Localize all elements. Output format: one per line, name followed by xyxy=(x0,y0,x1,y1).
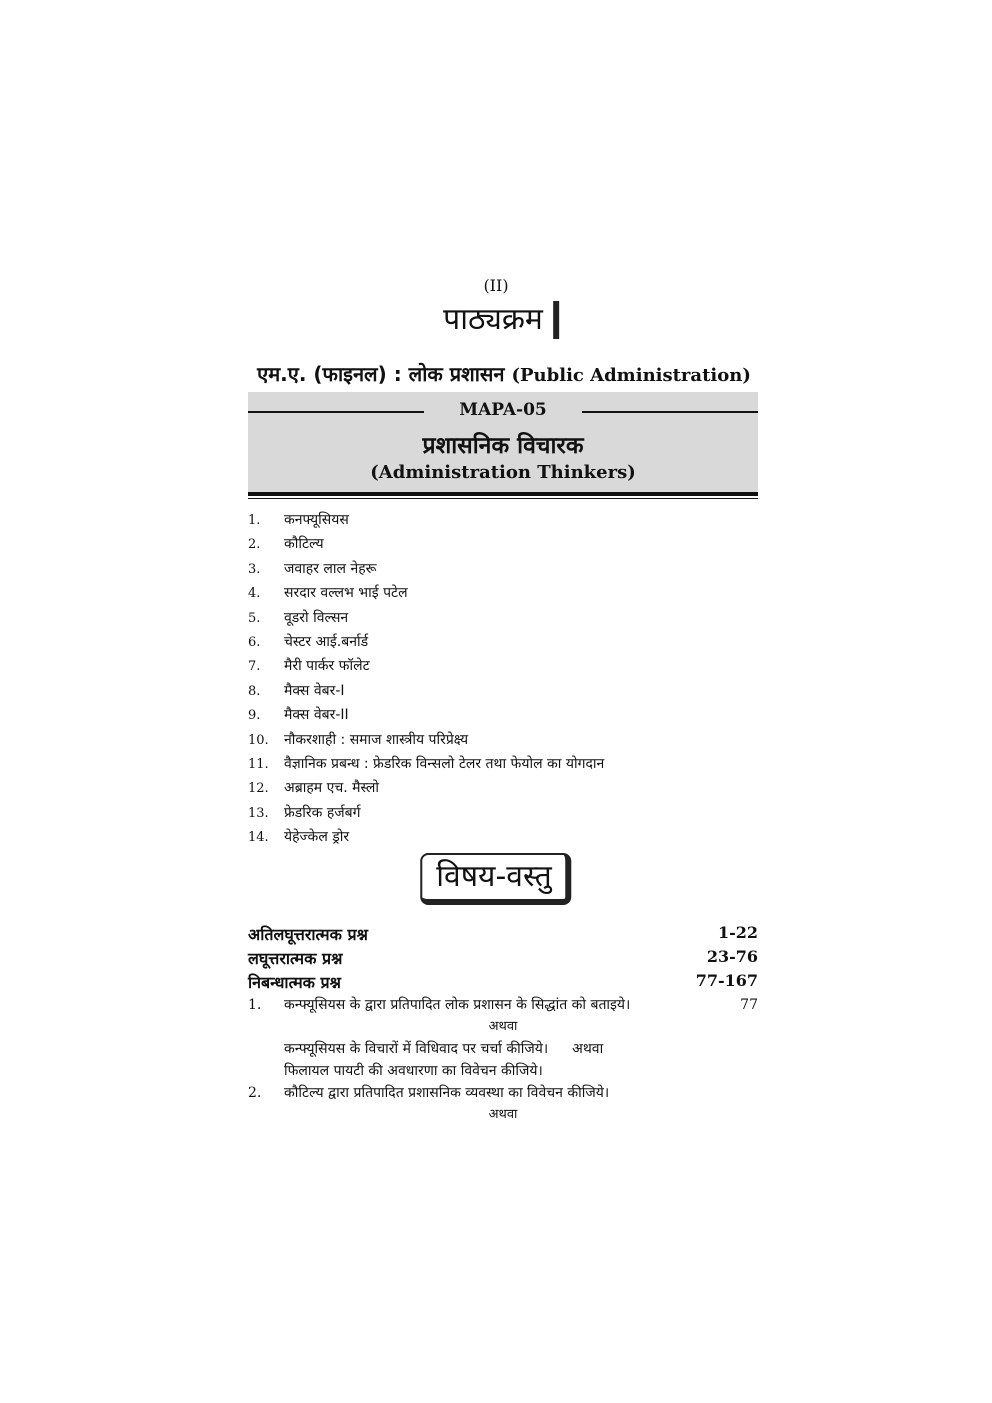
list-item-text: चेस्टर आई.बर्नार्ड xyxy=(284,633,369,650)
list-item-text: जवाहर लाल नेहरू xyxy=(284,560,377,577)
list-item xyxy=(248,755,758,779)
list-item xyxy=(248,560,758,584)
section-pages: 23-76 xyxy=(706,947,758,966)
section-label: लघूत्तरात्मक प्रश्न xyxy=(248,949,343,968)
list-item-number: 1. xyxy=(248,513,261,528)
list-item xyxy=(248,609,758,633)
list-item-number: 12. xyxy=(248,781,269,797)
section-list xyxy=(248,923,758,995)
question-row xyxy=(248,995,758,1017)
section-pages: 77-167 xyxy=(695,971,758,990)
list-item-number: 6. xyxy=(248,634,261,650)
or-separator: अथवा xyxy=(488,1107,518,1122)
question-alt xyxy=(248,1039,758,1061)
list-item-text: मैरी पार्कर फॉलेट xyxy=(284,658,370,675)
list-item xyxy=(248,657,758,681)
list-item-text: नौकरशाही : समाज शास्त्रीय परिप्रेक्ष्य xyxy=(284,731,469,748)
course-code: MAPA-05 xyxy=(451,400,554,420)
topic-list xyxy=(248,511,758,852)
question-row xyxy=(248,1083,758,1105)
list-item-number: 13. xyxy=(248,805,269,821)
or-inline: अथवा xyxy=(572,1041,604,1057)
list-item xyxy=(248,731,758,755)
list-item-number: 8. xyxy=(248,683,261,699)
list-item-number: 9. xyxy=(248,708,261,724)
question-number: 1. xyxy=(248,997,262,1013)
list-item xyxy=(248,828,758,852)
section-pages: 1-22 xyxy=(717,923,758,942)
question-alt xyxy=(248,1061,758,1083)
list-item-text: वूडरो विल्सन xyxy=(284,609,349,626)
question-text: कौटिल्य द्वारा प्रतिपादित प्रशासनिक व्यवस्था का विवेचन कीजिये। xyxy=(284,1085,610,1101)
question-page: 77 xyxy=(740,997,758,1013)
list-item xyxy=(248,706,758,730)
section-label: निबन्धात्मक प्रश्न xyxy=(248,973,341,992)
section-row xyxy=(248,923,758,947)
list-item-text: मैक्स वेबर-II xyxy=(284,707,349,724)
list-item-number: 7. xyxy=(248,659,261,675)
list-item xyxy=(248,511,758,535)
list-item xyxy=(248,682,758,706)
list-item xyxy=(248,584,758,608)
list-item-text: अब्राहम एच. मैस्लो xyxy=(284,780,380,797)
list-item-number: 4. xyxy=(248,586,261,602)
list-item-number: 5. xyxy=(248,610,261,626)
list-item-text: सरदार वल्लभ भाई पटेल xyxy=(284,585,408,602)
page-number: (II) xyxy=(483,276,509,295)
or-separator: अथवा xyxy=(488,1019,518,1034)
section-row xyxy=(248,947,758,971)
list-item-text: येहेज्केल ड्रोर xyxy=(284,829,350,846)
question-alt-text: फिलायल पायटी की अवधारणा का विवेचन कीजिये। xyxy=(284,1063,543,1079)
subject-hindi: एम.ए. (फाइनल) : लोक प्रशासन xyxy=(257,362,505,386)
list-item xyxy=(248,804,758,828)
subject-heading xyxy=(250,360,758,387)
list-item-text: मैक्स वेबर-I xyxy=(284,682,345,699)
question-text: कन्फ्यूसियस के द्वारा प्रतिपादित लोक प्रशासन के सिद्धांत को बताइये। xyxy=(284,997,631,1013)
question-number: 2. xyxy=(248,1085,262,1101)
question-alt-text: कन्फ्यूसियस के विचारों में विधिवाद पर चर्चा कीजिये। xyxy=(284,1041,549,1057)
list-item-number: 2. xyxy=(248,537,261,553)
course-banner xyxy=(248,392,758,492)
list-item xyxy=(248,535,758,559)
list-item-text: फ्रेडरिक हर्जबर्ग xyxy=(284,804,361,821)
divider-thin xyxy=(248,498,758,499)
list-item-number: 14. xyxy=(248,830,269,846)
list-item-number: 11. xyxy=(248,756,269,772)
syllabus-heading: पाठ्यक्रम xyxy=(433,301,559,339)
contents-heading: विषय-वस्तु xyxy=(420,853,571,905)
list-item-text: कनफ्यूसियस xyxy=(284,512,349,528)
section-label: अतिलघूत्तरात्मक प्रश्न xyxy=(248,925,368,944)
list-item xyxy=(248,779,758,803)
list-item-number: 3. xyxy=(248,561,261,577)
divider-thick xyxy=(248,492,758,496)
list-item-number: 10. xyxy=(248,732,269,748)
list-item-text: वैज्ञानिक प्रबन्ध : फ्रेडरिक विन्सलो टेलर तथा फेयोल का योगदान xyxy=(284,755,605,772)
section-row xyxy=(248,971,758,995)
subject-english: (Public Administration) xyxy=(511,365,751,386)
course-title-english: (Administration Thinkers) xyxy=(370,462,636,483)
list-item xyxy=(248,633,758,657)
list-item-text: कौटिल्य xyxy=(284,536,324,553)
course-title-hindi: प्रशासनिक विचारक xyxy=(422,433,584,459)
question-list xyxy=(248,995,758,1127)
